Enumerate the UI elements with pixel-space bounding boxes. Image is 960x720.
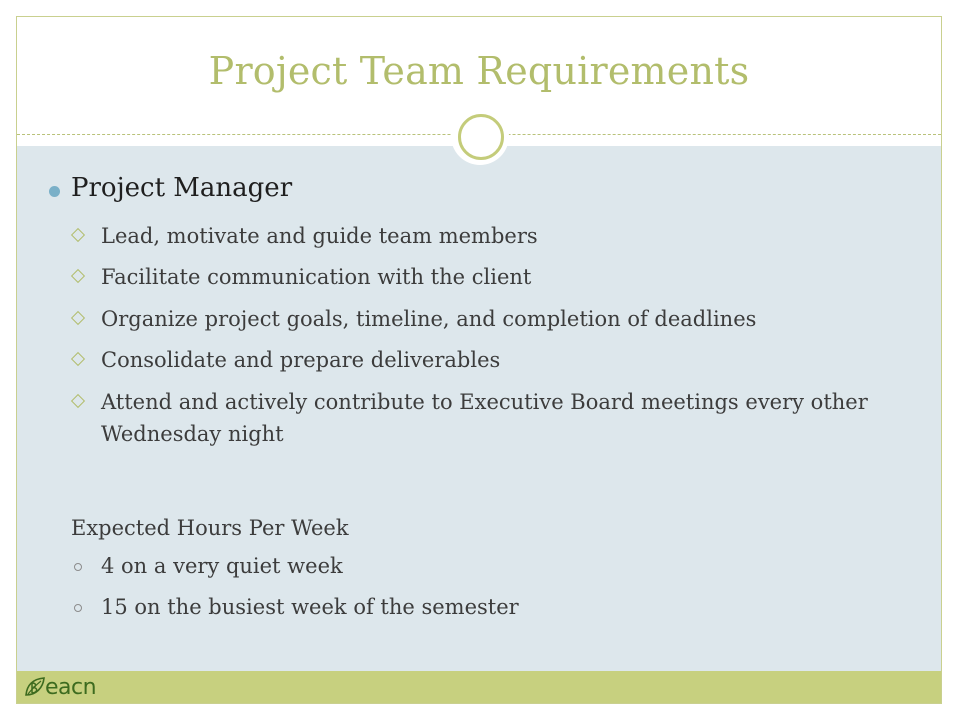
content-area [17,146,941,671]
hours-heading: Expected Hours Per Week [71,516,349,540]
hours-text: 4 on a very quiet week [101,554,343,578]
circle-ring [458,114,504,160]
footer-bar [17,671,941,704]
responsibility-text: Organize project goals, timeline, and completion of deadlines [101,307,757,331]
diamond-bullet-icon [71,269,85,283]
responsibility-text: Facilitate communication with the client [101,265,532,289]
hours-text: 15 on the busiest week of the semester [101,595,519,619]
role-heading: Project Manager [71,173,293,203]
slide [16,16,942,704]
circle-ornament-icon [451,107,509,165]
responsibility-text: Attend and actively contribute to Executive Board meetings every other Wednesday night [101,390,868,446]
diamond-bullet-icon [71,311,85,325]
diamond-bullet-icon [71,352,85,366]
beacn-logo [23,673,96,701]
circle-bullet-icon [74,563,82,571]
responsibility-text: Consolidate and prepare deliverables [101,348,501,372]
diamond-bullet-icon [71,228,85,242]
responsibility-text: Lead, motivate and guide team members [101,224,538,248]
slide-title: Project Team Requirements [208,49,750,93]
bullet-dot-icon [49,186,60,197]
circle-bullet-icon [74,604,82,612]
diamond-bullet-icon [71,394,85,408]
logo-text: eacn [45,674,97,700]
leaf-b-logo-icon [23,675,47,699]
